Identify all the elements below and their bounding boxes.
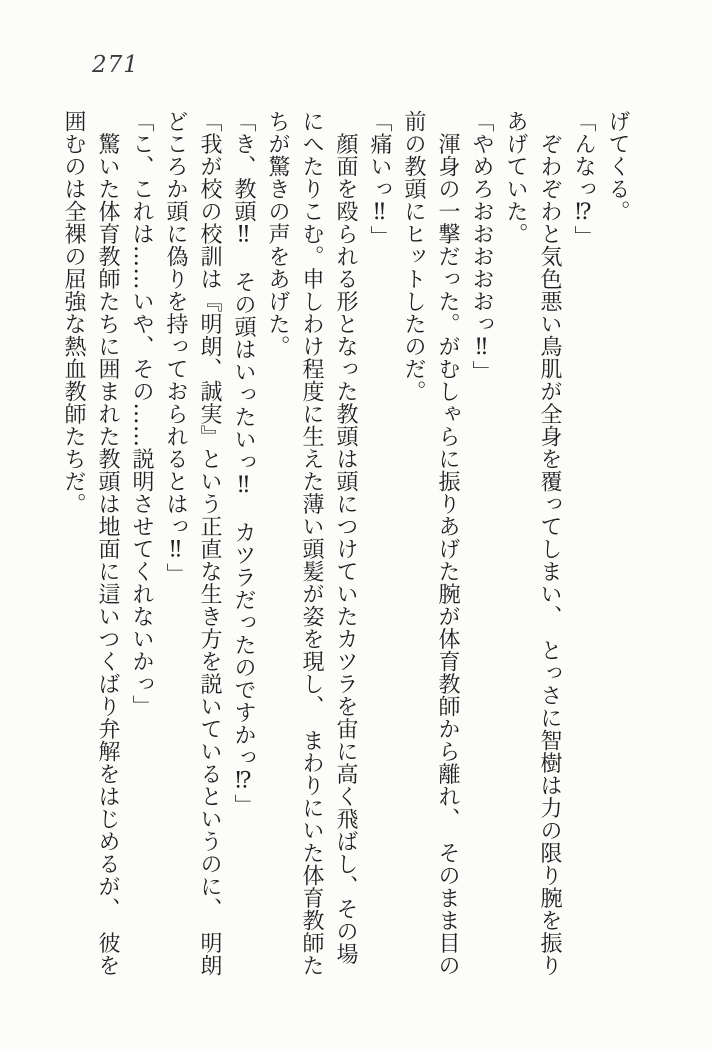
text-column: あげていた。	[503, 110, 528, 245]
text-column: 顔面を殴られる形となった教頭は頭につけていたカツラを宙に高く飛ばし、その場	[333, 110, 358, 965]
text-column: 「こ、これは……いや、その……説明させてくれないかっ」	[129, 110, 154, 718]
text-column: 「き、教頭‼ その頭はいったいっ‼ カツラだったのですかっ⁉」	[231, 110, 256, 817]
text-column: どころか頭に偽りを持っておられるとはっ‼」	[163, 110, 188, 586]
text-column: ちが驚きの声をあげた。	[265, 110, 290, 358]
text-column: 「んなっ⁉」	[571, 110, 596, 248]
text-column: 「やめろおおおおおっ‼」	[469, 110, 494, 383]
vertical-text-block	[50, 110, 628, 990]
text-column: 前の教頭にヒットしたのだ。	[401, 110, 426, 403]
text-column: 「我が校の校訓は『明朗、誠実』という正直な生き方を説いているというのに、 明朗	[197, 110, 222, 977]
text-column: 「痛いっ‼」	[367, 110, 392, 248]
text-column: 渾身の一撃だった。がむしゃらに振りあげた腕が体育教師から離れ、 そのまま目の	[435, 110, 460, 977]
text-column: ぞわぞわと気色悪い鳥肌が全身を覆ってしまい、 とっさに智樹は力の限り腕を振り	[537, 110, 562, 977]
text-column: 驚いた体育教師たちに囲まれた教頭は地面に這いつくばり弁解をはじめるが、 彼を	[95, 110, 120, 977]
page-number: 271	[92, 52, 139, 78]
text-column: 囲むのは全裸の屈強な熱血教師たちだ。	[61, 110, 86, 515]
text-column: げてくる。	[605, 110, 630, 223]
text-column: にへたりこむ。申しわけ程度に生えた薄い頭髪が姿を現し、 まわりにいた体育教師た	[299, 110, 324, 977]
